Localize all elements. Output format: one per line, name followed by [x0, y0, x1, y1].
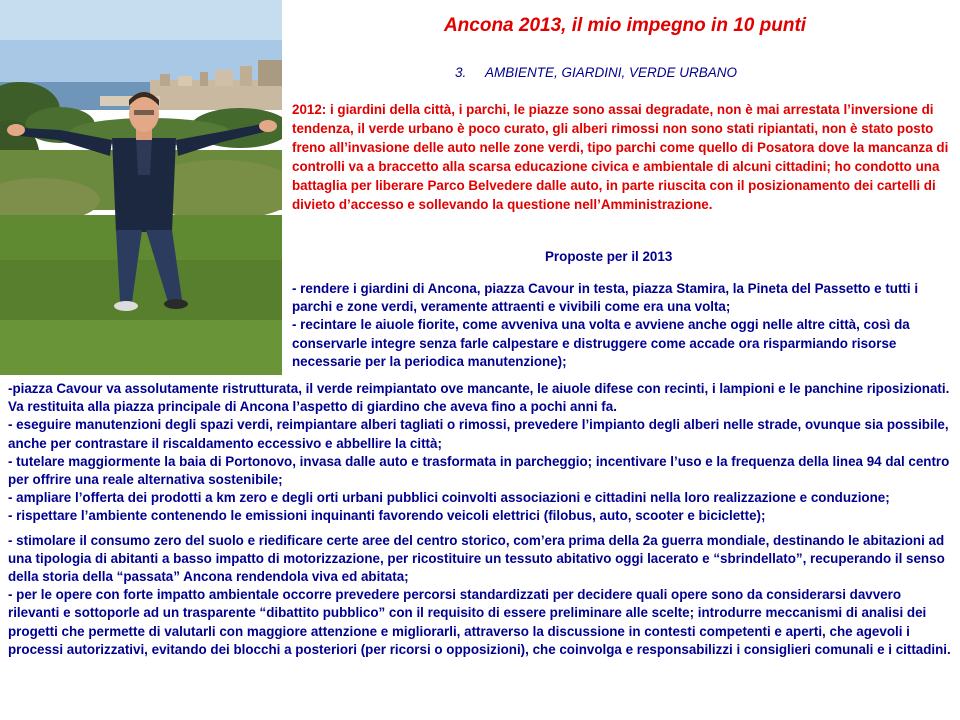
list-item: - stimolare il consumo zero del suolo e riedificare certe aree del centro storico, com’era prima della 2a guerra mondiale, destinando le abitazioni ad una tipologia di abitanti a basso impatto di motorizzazione, per ricostituire un tessuto abitativo oggi lacerato e “sbrindellato”, recuperando il senso della storia della “passata” Ancona rendendola viva ed abitata; — [8, 532, 945, 585]
list-item: - recintare le aiuole fiorite, come avveniva una volta e avviene anche oggi nelle altre città, così da conservarle integre senza farle calpestare e distruggere come accade ora risparmiando risorse necessarie per la periodica manutenzione); — [292, 317, 910, 369]
document-title: Ancona 2013, il mio impegno in 10 punti — [443, 15, 807, 36]
list-item: - per le opere con forte impatto ambientale occorre prevedere percorsi standardizzati per decidere quali opere sono da considerarsi davvero rilevanti e sottoporle ad un trasparente “dibattito pubblico” con il requisito di essere preliminare alle scelte; introdurre meccanismi di analisi dei progetti che permette di valutarli con maggiore attenzione e migliorarli, attraverso la discussione in contesti competenti e aperti, che agevoli i processi autorizzativi, evitando dei blocchi a posteriori (per ricorsi o opposizioni), che coinvolga e responsabilizzi i consiglieri comunali e i cittadini. — [8, 587, 951, 657]
proposals-heading: Proposte per il 2013 — [545, 249, 673, 264]
intro-paragraph-2012: 2012: i giardini della città, i parchi, le piazze sono assai degradate, non è mai arrestata l’inversione di tendenza, il verde urbano è poco curato, gli alberi rimossi non sono stati ripiantati, non è stato posto freno all’invasione delle auto nelle zone verdi, tipo parchi come quello di Posatora dove la mancanza di controlli va a braccetto alla scarsa educazione civica e ambientale di alcuni cittadini; ho condotto una battaglia per liberare Parco Belvedere dalle auto, in parte riuscita con il posizionamento dei cartelli di divieto d’accesso e sollevando la questione nell’Amministrazione. — [292, 102, 949, 212]
section-heading — [455, 64, 737, 82]
list-item: - tutelare maggiormente la baia di Portonovo, invasa dalle auto e trasformata in parcheggio; incentivare l’uso e la frequenza della linea 94 dal centro per offrire una reale alternativa sostenibile; — [8, 453, 950, 488]
list-item: -piazza Cavour va assolutamente ristrutturata, il verde reimpiantato ove mancante, le aiuole difese con recinti, i lampioni e le panchine riposizionati. Va restituita alla piazza principale di Ancona l’aspetto di giardino che aveva fino a pochi anni fa. — [8, 381, 950, 415]
proposals-list-bottom — [8, 380, 956, 659]
section-title: AMBIENTE, GIARDINI, VERDE URBANO — [485, 65, 738, 80]
list-item: - rispettare l’ambiente contenendo le emissioni inquinanti favorendo veicoli elettrici (filobus, auto, scooter e biciclette); — [8, 508, 766, 524]
list-item: - ampliare l’offerta dei prodotti a km zero e degli orti urbani pubblici coinvolti associazioni e cittadini nella loro realizzazione e conduzione; — [8, 490, 890, 506]
candidate-photo — [0, 0, 282, 375]
list-item: - eseguire manutenzioni degli spazi verdi, reimpiantare alberi tagliati o rimossi, prevedere l’impianto degli alberi nelle strade, ovunque sia possibile, anche per contrastare il riscaldamento eccessivo e abbellire la città; — [8, 417, 949, 451]
list-item: - rendere i giardini di Ancona, piazza Cavour in testa, piazza Stamira, la Pineta del Passetto e tutti i parchi e zone verdi, veramente attraenti e vivibili come era una volta; — [292, 281, 919, 315]
proposals-list-top — [292, 280, 954, 371]
section-number: 3. — [455, 65, 467, 80]
